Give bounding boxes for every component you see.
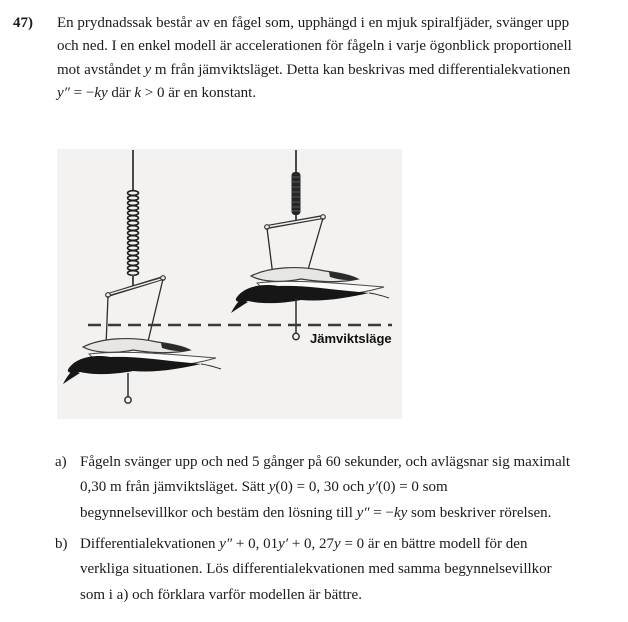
text-line: mot avståndet y m från jämviktsläget. Detta kan beskrivas med differentialekvationen	[57, 61, 571, 78]
spiral-spring-compressed	[292, 172, 301, 215]
part-b-text	[80, 532, 552, 608]
equilibrium-label: Jämviktsläge	[310, 331, 392, 346]
text-line: begynnelsevillkor och bestäm den lösning till y″ = −ky som beskriver rörelsen.	[80, 504, 552, 521]
problem-number: 47)	[13, 15, 33, 31]
part-b-label: b)	[55, 536, 68, 552]
part-a-label: a)	[55, 454, 67, 470]
pin-bead-left	[125, 397, 131, 403]
text-line: som i a) och förklara varför modellen är bättre.	[80, 586, 362, 603]
pin-bead-right	[293, 333, 299, 339]
part-a	[55, 450, 570, 526]
bird-spring-figure	[57, 149, 402, 419]
problem-intro	[57, 12, 572, 105]
text-line: En prydnadssak består av en fågel som, upphängd i en mjuk spiralfjäder, svänger upp	[57, 15, 570, 31]
text-line: y″ = −ky där k > 0 är en konstant.	[57, 84, 257, 101]
text-line: verkliga situationen. Lös differentialekvationen med samma begynnelsevillkor	[80, 561, 552, 578]
part-b	[55, 532, 552, 608]
text-line: 0,30 m från jämviktsläget. Sätt y(0) = 0, 30 och y′(0) = 0 som	[80, 479, 448, 496]
text-line: Fågeln svänger upp och ned 5 gånger på 60 sekunder, och avlägsnar sig maximalt	[80, 454, 571, 470]
text-line: Differentialekvationen y″ + 0, 01y′ + 0, 27y = 0 är en bättre modell för den	[80, 536, 528, 552]
text-line: och ned. I en enkel modell är accelerationen för fågeln i varje ögonblick proportionell	[57, 38, 572, 55]
part-a-text	[80, 450, 570, 526]
figure-illustration	[57, 149, 402, 419]
